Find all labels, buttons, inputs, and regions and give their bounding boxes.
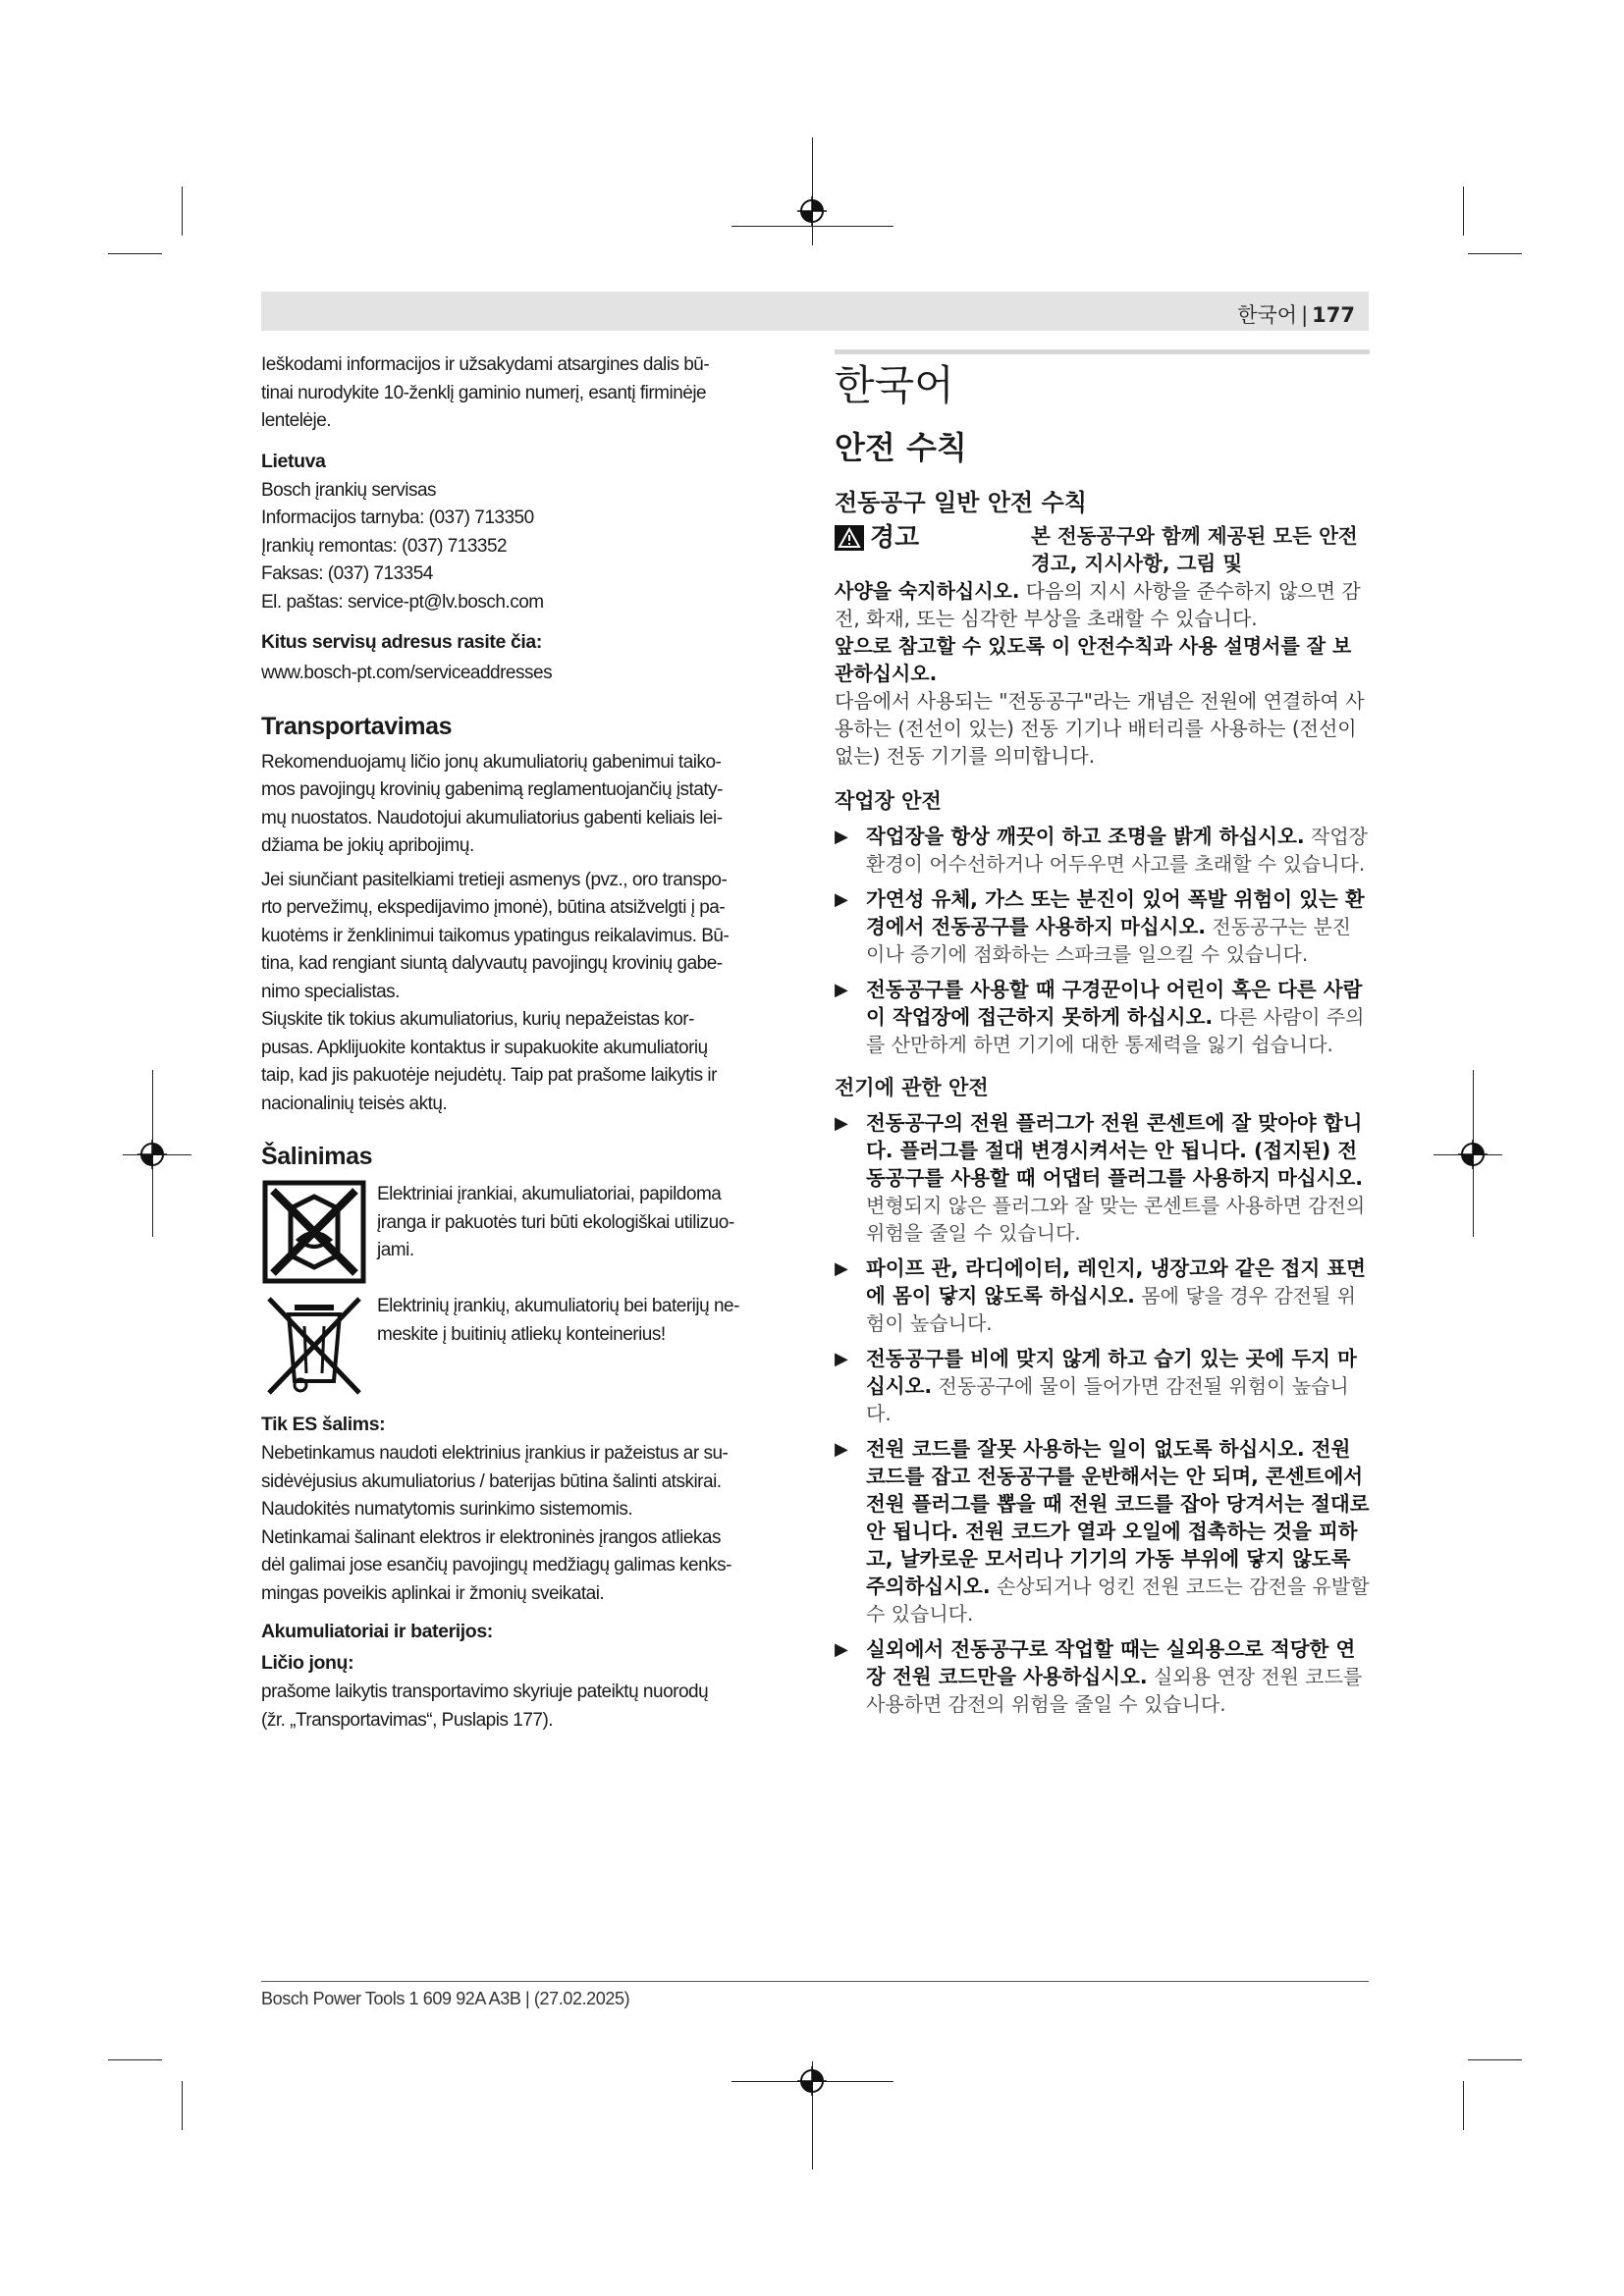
text-line: meskite į buitinių atliekų konteinerius!: [377, 1323, 666, 1345]
left-column: [261, 351, 791, 1735]
list-item: [835, 823, 1370, 878]
electric-heading: 전기에 관한 안전: [835, 1076, 989, 1099]
text-line: nacionalinių teisės aktų.: [261, 1093, 448, 1114]
bullet-bold: 전원 코드를 잘못 사용하는 일이 없도록 하십시오. 전원 코드를 잡고 전동공구를 운반해서는 안 되며, 콘센트에서 전원 플러그를 뽑을 때 전원 코드를 잡아 당겨서는 절대로 안 됩니다. 전원 코드가 열과 오일에 접촉하는 것을 피하고, 날카로운 모서리나 기기의 가동 부위에 닿지 않도록 주의하십시오.: [866, 1437, 1370, 1598]
page-header: [261, 292, 1369, 331]
text-line: jami.: [377, 1240, 414, 1260]
crop-mark: [182, 187, 183, 236]
footer-text: Bosch Power Tools 1 609 92A A3B | (27.02.2025): [261, 1989, 630, 2008]
bullet-text: 전동공구는 분진이나 증기에 점화하는 스파크를 일으킬 수 있습니다.: [866, 915, 1352, 966]
text-line: Elektrinių įrankių, akumuliatorių bei baterijų ne-: [377, 1296, 739, 1316]
bullet-text: 몸에 닿을 경우 감전될 위험이 높습니다.: [866, 1284, 1356, 1335]
definition-paragraph: 다음에서 사용되는 "전동공구"라는 개념은 전원에 연결하여 사용하는 (전선이 있는) 전동 기기나 배터리를 사용하는 (전선이 없는) 전동 기기를 의미합니다.: [835, 689, 1365, 768]
crop-mark: [1463, 2081, 1464, 2130]
crop-mark: [108, 253, 162, 254]
text-line: Netinkamai šalinant elektros ir elektroninės įrangos atliekas: [261, 1526, 721, 1548]
contact-block: [261, 477, 791, 617]
warning-normal-text: 다음의 지시 사항을 준수하지 않으면 감전, 화재, 또는 심각한 부상을 초래할 수 있습니다.: [835, 579, 1361, 630]
disposal-item-recycle: [261, 1179, 791, 1285]
transport-heading: Transportavimas: [261, 712, 453, 740]
bullet-triangle-icon: ▶: [835, 827, 848, 847]
intro-paragraph: [261, 351, 791, 436]
bullet-bold: 실외에서 전동공구로 작업할 때는 실외용으로 적당한 연장 전원 코드만을 사용하십시오.: [866, 1637, 1356, 1688]
text-line: Siųskite tik tokius akumuliatorius, kurių nepažeistas kor-: [261, 1009, 694, 1030]
eu-paragraph-2: [261, 1524, 791, 1609]
text-line: sidėvėjusius akumuliatorius / baterijas būtina šalinti atskirai.: [261, 1470, 722, 1492]
liion-paragraph: [261, 1679, 791, 1735]
text-line: dėl galimai jose esančių pavojingų medžiagų galimas kenks-: [261, 1555, 731, 1575]
transport-paragraph-1: [261, 749, 791, 861]
list-item: [835, 1435, 1370, 1628]
workplace-heading: 작업장 안전: [835, 789, 942, 813]
section-rule: [835, 349, 1370, 354]
contact-line: Įrankių remontas: (037) 713352: [261, 535, 508, 557]
bullet-text: 다른 사람이 주의를 산만하게 하면 기기에 대한 통제력을 잃기 쉽습니다.: [866, 1005, 1365, 1056]
bullet-triangle-icon: ▶: [835, 1439, 848, 1460]
crop-mark: [1468, 253, 1522, 254]
service-url: www.bosch-pt.com/serviceaddresses: [261, 663, 553, 683]
page-number: 177: [1312, 303, 1355, 327]
footer-rule: [261, 1981, 1369, 1982]
text-line: prašome laikytis transportavimo skyriuje pateiktų nuorodų: [261, 1682, 709, 1702]
warning-triangle-icon: [835, 525, 864, 551]
registration-line: [731, 226, 893, 227]
contact-line: Informacijos tarnyba: (037) 713350: [261, 507, 534, 528]
bullet-text: 손상되거나 엉킨 전원 코드는 감전을 유발할 수 있습니다.: [866, 1575, 1370, 1626]
crossed-bin-icon: [261, 1291, 367, 1397]
right-column: [835, 359, 1370, 1718]
text-line: mų nuostatos. Naudotojui akumuliatorius gabenti keliais lei-: [261, 807, 723, 828]
text-line: Naudokitės numatytomis surinkimo sistemomis.: [261, 1499, 633, 1520]
eu-paragraph-1: [261, 1440, 791, 1524]
bullet-bold: 파이프 관, 라디에이터, 레인지, 냉장고와 같은 접지 표면에 몸이 닿지 않도록 하십시오.: [866, 1256, 1366, 1308]
text-line: Nebetinkamus naudoti elektrinius įrankius ir pažeistus ar su-: [261, 1443, 729, 1464]
bullet-bold: 작업장을 항상 깨끗이 하고 조명을 밝게 하십시오.: [866, 825, 1305, 848]
text-line: taip, kad jis pakuotėje nejudėtų. Taip pat prašome laikytis ir: [261, 1065, 717, 1086]
recycling-symbol-icon: [261, 1179, 367, 1285]
text-line: nimo specialistas.: [261, 981, 400, 1002]
text-line: įranga ir pakuotės turi būti ekologiškai utilizuo-: [377, 1211, 734, 1233]
bullet-text: 변형되지 않은 플러그와 잘 맞는 콘센트를 사용하면 감전의 위험을 줄일 수 있습니다.: [866, 1194, 1366, 1245]
registration-target-icon: [797, 2066, 827, 2096]
crop-mark: [108, 2059, 162, 2060]
bullet-triangle-icon: ▶: [835, 1349, 848, 1369]
text-line: Elektriniai įrankiai, akumuliatoriai, papildoma: [377, 1184, 722, 1204]
batteries-heading: Akumuliatoriai ir baterijos:: [261, 1621, 493, 1642]
header-language: 한국어: [1237, 303, 1298, 327]
bullet-triangle-icon: ▶: [835, 889, 848, 910]
text-line: lentelėje.: [261, 410, 332, 431]
warning-label: 경고: [870, 523, 920, 553]
text-line: mingas poveikis aplinkai ir žmonių sveikatai.: [261, 1582, 605, 1604]
language-title: 한국어: [835, 361, 954, 409]
list-item: [835, 1635, 1370, 1718]
contact-line: Bosch įrankių servisas: [261, 479, 437, 501]
bullet-triangle-icon: ▶: [835, 1639, 848, 1660]
transport-paragraph-2: [261, 867, 791, 1007]
warning-block: [835, 522, 1370, 577]
registration-target-icon: [137, 1140, 167, 1169]
bullet-triangle-icon: ▶: [835, 980, 848, 1000]
bullet-bold: 전동공구를 사용할 때 구경꾼이나 어린이 혹은 다른 사람이 작업장에 접근하지 못하게 하십시오.: [866, 978, 1363, 1029]
bullet-bold: 가연성 유체, 가스 또는 분진이 있어 폭발 위험이 있는 환경에서 전동공구를 사용하지 마십시오.: [866, 887, 1365, 938]
registration-target-icon: [1458, 1140, 1488, 1169]
bullet-text: 전동공구에 물이 들어가면 감전될 위험이 높습니다.: [866, 1374, 1349, 1425]
disposal-heading: Šalinimas: [261, 1143, 373, 1170]
safety-title: 안전 수칙: [835, 429, 967, 466]
registration-line: [812, 137, 813, 245]
text-line: tinai nurodykite 10-ženklį gaminio numerį, esantį firminėje: [261, 382, 707, 403]
other-services-heading: Kitus servisų adresus rasite čia:: [261, 631, 542, 653]
transport-paragraph-3: [261, 1006, 791, 1118]
list-item: [835, 885, 1370, 968]
text-line: rto pervežimų, ekspedijavimo įmonė), būtina atsižvelgti į pa-: [261, 897, 726, 918]
bullet-text: 작업장 환경이 어수선하거나 어두우면 사고를 초래할 수 있습니다.: [866, 825, 1368, 876]
contact-email: El. paštas: service-pt@lv.bosch.com: [261, 591, 544, 613]
bullet-text: 실외용 연장 전원 코드를 사용하면 감전의 위험을 줄일 수 있습니다.: [866, 1665, 1363, 1716]
bullet-bold: 전동공구를 비에 맞지 않게 하고 습기 있는 곳에 두지 마십시오.: [866, 1347, 1357, 1398]
text-line: Rekomenduojamų ličio jonų akumuliatorių gabenimui taiko-: [261, 751, 722, 773]
warning-bold-text: 본 전동공구와 함께 제공된 모든 안전경고, 지시사항, 그림 및: [1031, 524, 1358, 575]
keep-instructions: [835, 632, 1370, 687]
crop-mark: [1468, 2059, 1522, 2060]
registration-target-icon: [797, 196, 827, 226]
list-item: [835, 976, 1370, 1058]
liion-heading: Ličio jonų:: [261, 1652, 354, 1674]
disposal-item-bin: [261, 1291, 791, 1397]
text-line: (žr. „Transportavimas“, Puslapis 177).: [261, 1709, 554, 1731]
warning-paragraph: [835, 577, 1370, 632]
text-line: mos pavojingų krovinių gabenimą reglamentuojančių įstaty-: [261, 779, 723, 800]
warning-bold-rest: 사양을 숙지하십시오.: [835, 579, 1020, 603]
text-line: Jei siunčiant pasitelkiami tretieji asmenys (pvz., oro transpo-: [261, 869, 728, 890]
crop-mark: [182, 2081, 183, 2130]
country-heading: Lietuva: [261, 450, 326, 472]
crop-mark: [1463, 187, 1464, 236]
list-item: [835, 1345, 1370, 1427]
list-item: [835, 1109, 1370, 1247]
header-label: [1237, 299, 1355, 329]
bullet-triangle-icon: ▶: [835, 1113, 848, 1134]
bullet-bold: 전동공구의 전원 플러그가 전원 콘센트에 잘 맞아야 합니다. 플러그를 절대 변경시켜서는 안 됩니다. (접지된) 전동공구를 사용할 때 어댑터 플러그를 사용하지 마십시오.: [866, 1111, 1364, 1190]
text-line: tina, kad rengiant siuntą dalyvautų pavojingų krovinių gabe-: [261, 953, 723, 974]
text-line: džiama be jokių apribojimų.: [261, 835, 474, 856]
header-separator: |: [1301, 303, 1309, 327]
keep-instructions-text: 앞으로 참고할 수 있도록 이 안전수칙과 사용 설명서를 잘 보관하십시오.: [835, 634, 1352, 685]
text-line: Ieškodami informacijos ir užsakydami atsargines dalis bū-: [261, 354, 710, 375]
bullet-triangle-icon: ▶: [835, 1258, 848, 1279]
general-safety-title: 전동공구 일반 안전 수칙: [835, 489, 1087, 516]
eu-heading: Tik ES šalims:: [261, 1414, 386, 1435]
list-item: [835, 1255, 1370, 1337]
text-line: pusas. Apklijuokite kontaktus ir supakuokite akumuliatorių: [261, 1037, 708, 1058]
text-line: kuotėms ir ženklinimui taikomus ypatingus reikalavimus. Bū-: [261, 925, 730, 946]
contact-line: Faksas: (037) 713354: [261, 563, 433, 584]
